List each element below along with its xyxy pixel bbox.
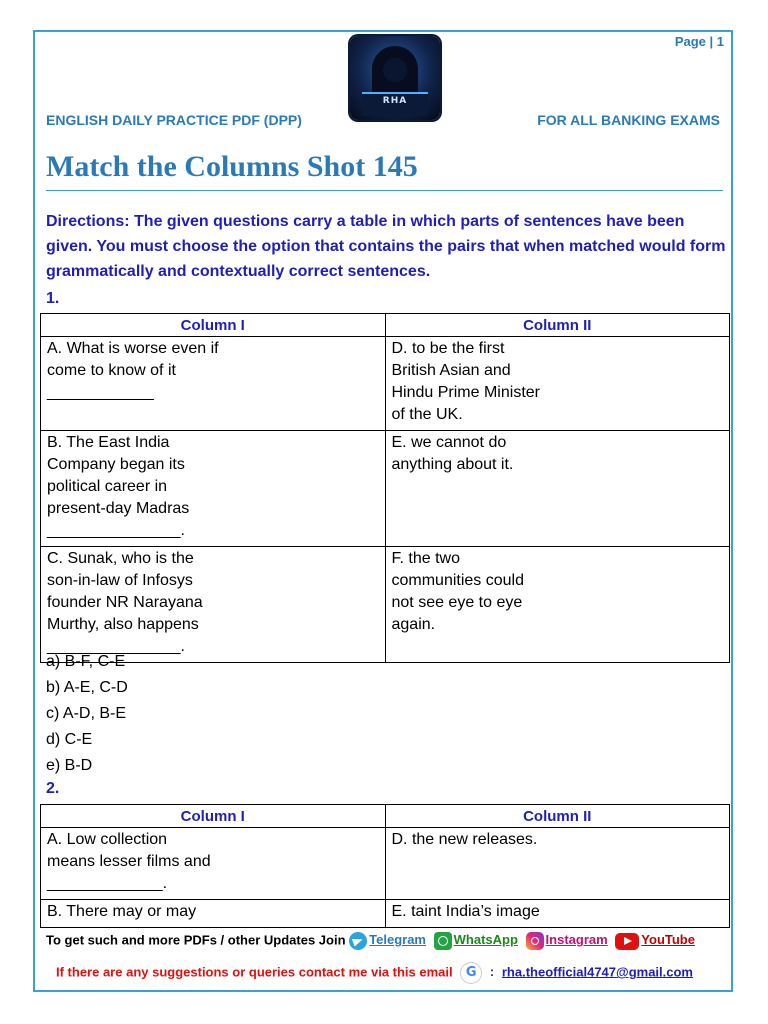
cell-line: not see eye to eye [391,594,523,611]
match-table [40,313,730,663]
table-cell [385,547,730,663]
question-number: 1. [46,290,60,307]
youtube-link[interactable]: YouTube [641,932,695,948]
answer-options [46,649,128,779]
contact-text: If there are any suggestions or queries contact me via this email [56,964,453,980]
instagram-link[interactable]: Instagram [545,932,608,948]
instagram-icon[interactable] [526,932,544,950]
cell-line: Murthy, also happens [47,616,199,633]
table-row [41,337,730,431]
cell-line: of the UK. [391,406,463,423]
header-left-title: ENGLISH DAILY PRACTICE PDF (DPP) [46,112,302,128]
footer-social-line [46,932,699,950]
whatsapp-icon[interactable] [434,932,452,950]
answer-option: b) A-E, C-D [46,679,128,696]
cell-line: _____________. [47,875,168,892]
cell-line: again. [391,616,436,633]
table-row [41,900,730,928]
page-number: Page | 1 [674,34,724,49]
email-link[interactable]: rha.theofficial4747@gmail.com [501,964,693,980]
cell-line: _______________. [47,522,185,539]
rha-logo [350,36,440,120]
column-header: Column I [41,314,386,337]
table-row [41,431,730,547]
table-cell [41,431,386,547]
cell-line: Company began its [47,456,185,473]
cell-line: ____________ [47,384,154,401]
page-title: Match the Columns Shot 145 [46,150,418,183]
table-row [41,828,730,900]
table-header-row [41,314,730,337]
cell-line: communities could [391,572,524,589]
footer-join-text: To get such and more PDFs / other Updates Join [46,932,346,948]
header-right-title: FOR ALL BANKING EXAMS [537,112,720,128]
table-cell [41,828,386,900]
question-number: 2. [46,780,60,797]
cell-line: D. to be the first [391,340,505,357]
table-cell [41,337,386,431]
table-cell [385,431,730,547]
cell-line: means lesser films and [47,853,211,870]
cell-line: anything about it. [391,456,514,473]
logo-text: RHA [382,96,408,106]
cell-line: _______________. [47,638,185,655]
table-row [41,547,730,663]
cell-line: Hindu Prime Minister [391,384,540,401]
table-cell [41,900,386,928]
answer-option: a) B-F, C-E [46,653,126,670]
directions-text: Directions: The given questions carry a table in which parts of sentences have been given. You must choose the option that contains the pairs that when matched would form grammatically and contextually correct sentences. [46,213,726,280]
cell-line: E. taint India’s image [391,903,540,920]
youtube-icon[interactable] [615,933,639,950]
cell-line: A. What is worse even if [47,340,219,357]
cell-line: E. we cannot do [391,434,507,451]
column-header: Column II [385,314,730,337]
cell-line: come to know of it [47,362,176,379]
footer-contact-line [56,962,693,984]
cell-line: British Asian and [391,362,511,379]
table-cell [385,828,730,900]
cell-line: present-day Madras [47,500,190,517]
cell-line: C. Sunak, who is the [47,550,194,567]
cell-line: D. the new releases. [391,831,538,848]
table-cell [385,900,730,928]
column-header: Column I [41,805,386,828]
table-cell [41,547,386,663]
cell-line: A. Low collection [47,831,168,848]
cell-line: B. The East India [47,434,170,451]
match-table [40,804,730,928]
cell-line: founder NR Narayana [47,594,203,611]
hacker-face-graphic [383,58,407,82]
cell-line: F. the two [391,550,460,567]
cell-line: B. There may or may [47,903,197,920]
google-icon: G [460,962,482,984]
answer-option: e) B-D [46,757,93,774]
contact-colon: : [489,964,495,980]
table-cell [385,337,730,431]
title-divider [46,190,723,191]
cell-line: political career in [47,478,168,495]
table-header-row [41,805,730,828]
telegram-icon[interactable] [349,932,367,950]
column-header: Column II [385,805,730,828]
whatsapp-link[interactable]: WhatsApp [453,932,518,948]
telegram-link[interactable]: Telegram [369,932,426,948]
answer-option: c) A-D, B-E [46,705,127,722]
answer-option: d) C-E [46,731,93,748]
cell-line: son-in-law of Infosys [47,572,193,589]
